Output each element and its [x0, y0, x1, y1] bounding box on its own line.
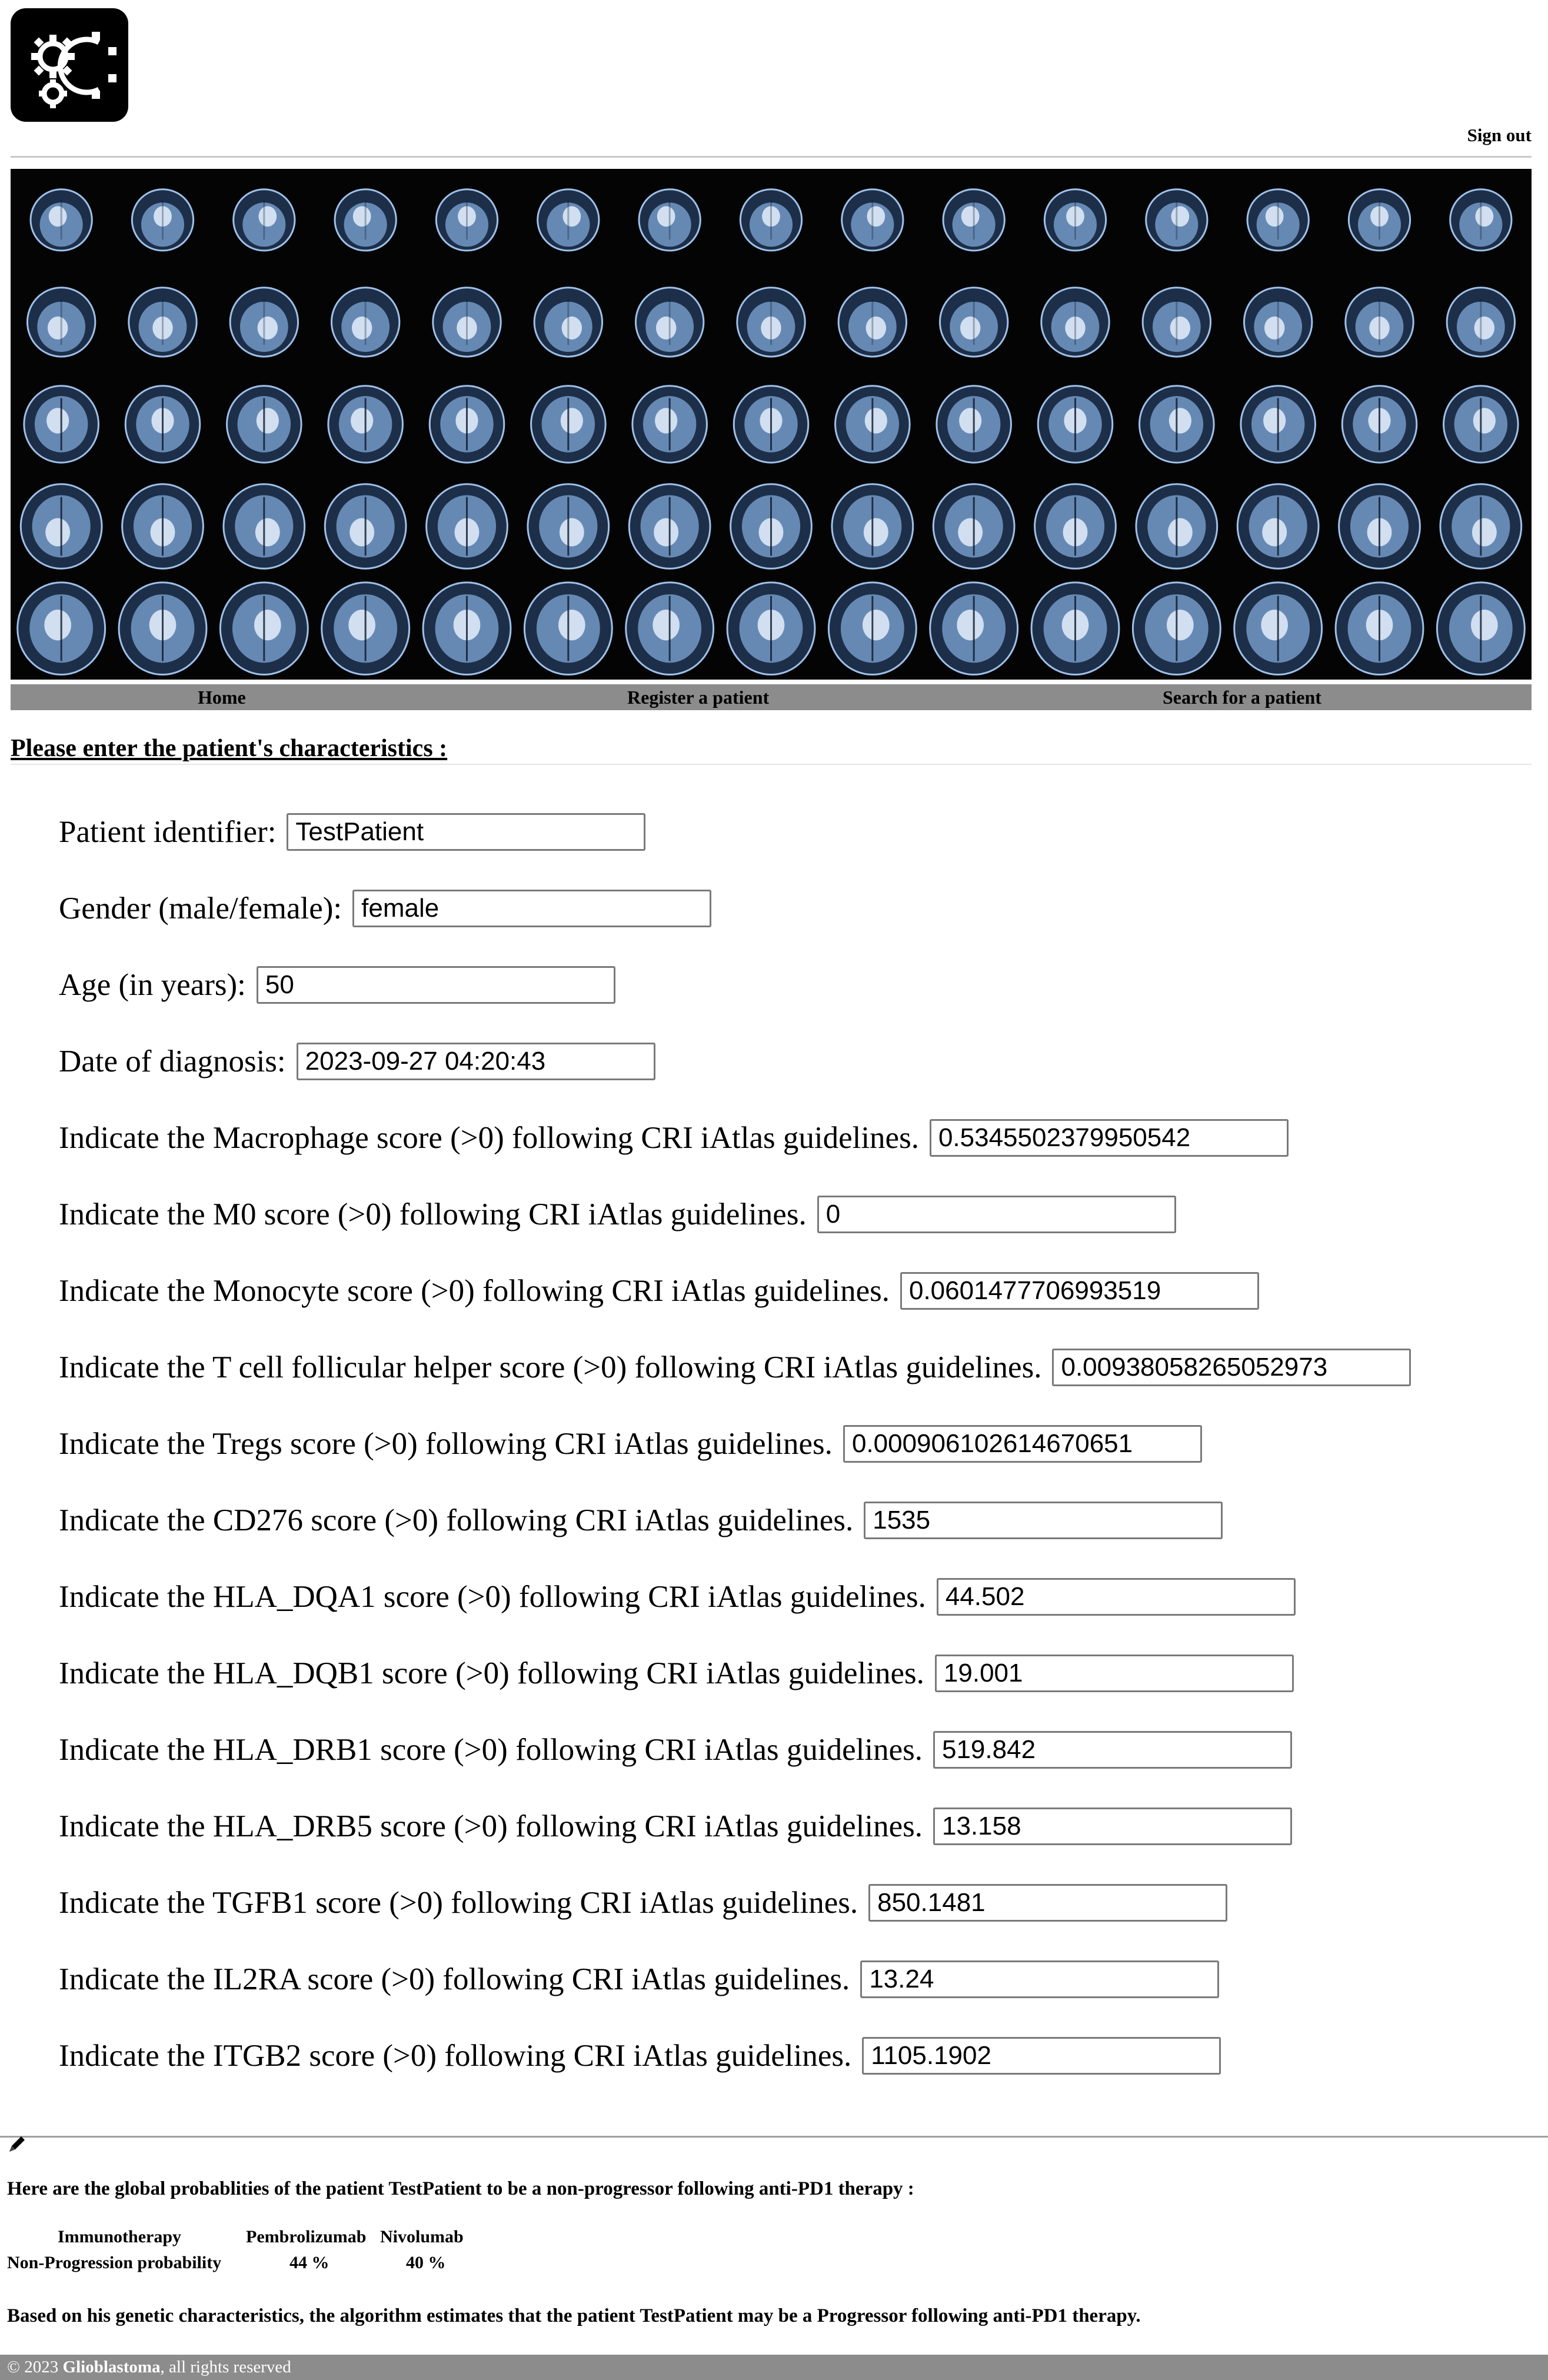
field-label: Indicate the HLA_DRB1 score (>0) following CRI iAtlas guidelines. [59, 1733, 923, 1767]
mri-slice [31, 189, 92, 251]
mri-slice [1241, 386, 1316, 462]
mri-slice [531, 386, 606, 462]
form-row-hla-dqa1 [59, 1576, 1524, 1652]
mri-slice [737, 288, 805, 357]
col-pembrolizumab-header: Pembrolizumab [246, 2227, 367, 2246]
field-label: Patient identifier: [59, 815, 277, 849]
mri-slice [335, 189, 396, 251]
mri-slice [1041, 288, 1109, 357]
mri-slice [1336, 582, 1423, 675]
mri-slice [125, 386, 200, 462]
mri-slice [430, 386, 504, 462]
field-label: Indicate the M0 score (>0) following CRI iAtlas guidelines. [59, 1197, 807, 1231]
form-row-tfh [59, 1346, 1524, 1423]
heading-divider [11, 764, 1532, 765]
mri-slice [436, 189, 497, 251]
mri-slice [937, 386, 1011, 462]
mri-slice [21, 484, 102, 569]
mri-slice [1244, 288, 1311, 357]
mri-slice [727, 582, 815, 675]
mri-slice [234, 189, 295, 251]
form-row-m0 [59, 1193, 1524, 1270]
mri-slice [325, 484, 406, 569]
field-label: Indicate the T cell follicular helper score (>0) following CRI iAtlas guidelines. [59, 1350, 1042, 1384]
row-non-progression-label: Non-Progression probability [7, 2253, 222, 2272]
mri-slice [1146, 189, 1207, 251]
mri-slice [828, 582, 916, 675]
mri-slice [632, 386, 707, 462]
mri-slice [626, 582, 714, 675]
mri-slice [842, 189, 903, 251]
nav-register-patient[interactable]: Register a patient [627, 687, 770, 708]
form-row-monocyte [59, 1270, 1524, 1346]
footer-text [7, 2355, 291, 2380]
cd276-score-input[interactable] [864, 1502, 1223, 1539]
tfh-score-input[interactable] [1052, 1349, 1411, 1386]
mri-slice [27, 288, 95, 357]
mri-slice [119, 582, 207, 675]
mri-slice [635, 288, 703, 357]
mri-slice [1247, 189, 1309, 251]
mri-slice [1044, 189, 1106, 251]
mri-slice [1450, 189, 1512, 251]
field-label: Date of diagnosis: [59, 1044, 286, 1079]
mri-slice [528, 484, 609, 569]
results-divider [0, 2136, 1548, 2138]
hla-drb1-score-input[interactable] [933, 1731, 1292, 1769]
mri-slice [835, 386, 910, 462]
mri-slice [433, 288, 501, 357]
gender-input[interactable] [352, 890, 711, 927]
form-heading: Please enter the patient's characteristics : [11, 735, 448, 762]
main-nav [11, 684, 1532, 710]
field-label: Indicate the TGFB1 score (>0) following CRI iAtlas guidelines. [59, 1886, 858, 1920]
mri-slice [1143, 288, 1210, 357]
mri-slice [832, 484, 913, 569]
field-label: Indicate the Macrophage score (>0) following CRI iAtlas guidelines. [59, 1121, 919, 1155]
form-row-cd276 [59, 1499, 1524, 1576]
pencil-icon[interactable] [7, 2133, 28, 2154]
mri-slice [740, 189, 801, 251]
mri-slice [1346, 288, 1413, 357]
mri-slice [328, 386, 403, 462]
mri-slice [933, 484, 1014, 569]
field-label: Indicate the HLA_DRB5 score (>0) following CRI iAtlas guidelines. [59, 1809, 923, 1843]
field-label: Indicate the CD276 score (>0) following CRI iAtlas guidelines. [59, 1503, 854, 1537]
hla-dqb1-score-input[interactable] [935, 1655, 1294, 1692]
footer [0, 2355, 1548, 2380]
form-row-diagnosis-date [59, 1040, 1524, 1117]
mri-slice [122, 484, 204, 569]
patient-identifier-input[interactable] [287, 813, 645, 851]
mri-slice [129, 288, 197, 357]
probability-intro: Here are the global probablities of the patient TestPatient to be a non-progressor following anti-PD1 therapy : [7, 2178, 914, 2199]
footer-copyright: © 2023 [7, 2358, 63, 2376]
mri-slice [629, 484, 710, 569]
hla-drb5-score-input[interactable] [933, 1808, 1292, 1845]
mri-slice [227, 386, 302, 462]
mri-slice [230, 288, 298, 357]
mri-slice [220, 582, 308, 675]
hla-dqa1-score-input[interactable] [937, 1578, 1296, 1616]
mri-slice [1140, 386, 1214, 462]
form-row-tregs [59, 1423, 1524, 1499]
mri-slice [1237, 484, 1319, 569]
form-row-hla-drb1 [59, 1729, 1524, 1805]
mri-slice [943, 189, 1004, 251]
mri-slice [1234, 582, 1322, 675]
footer-rights: , all rights reserved [160, 2358, 291, 2376]
field-label: Indicate the ITGB2 score (>0) following CRI iAtlas guidelines. [59, 2039, 852, 2073]
mri-slice [1440, 484, 1522, 569]
mri-slice [1031, 582, 1119, 675]
header-divider [11, 156, 1532, 158]
field-label: Indicate the Tregs score (>0) following CRI iAtlas guidelines. [59, 1427, 833, 1461]
diagnosis-date-input[interactable] [297, 1043, 655, 1080]
mri-slice [427, 484, 508, 569]
mri-slice [930, 582, 1018, 675]
field-label: Indicate the HLA_DQB1 score (>0) following CRI iAtlas guidelines. [59, 1656, 924, 1690]
mri-slice [1444, 386, 1519, 462]
field-label: Indicate the Monocyte score (>0) following CRI iAtlas guidelines. [59, 1274, 890, 1308]
form-row-hla-drb5 [59, 1805, 1524, 1882]
prediction-verdict: Based on his genetic characteristics, the algorithm estimates that the patient TestPatient may be a Progressor following anti-PD1 therapy. [7, 2305, 1141, 2326]
patient-form [59, 811, 1524, 2111]
brain-mri-banner [11, 169, 1532, 680]
mri-slice [1342, 386, 1417, 462]
mri-slice [1133, 582, 1220, 675]
mri-slice [538, 189, 599, 251]
field-label: Indicate the HLA_DQA1 score (>0) following CRI iAtlas guidelines. [59, 1580, 926, 1614]
form-row-patient-identifier [59, 811, 1524, 887]
pembrolizumab-probability: 44 % [289, 2253, 329, 2272]
mri-slice [1349, 189, 1410, 251]
mri-slice [734, 386, 808, 462]
form-row-tgfb1 [59, 1882, 1524, 1958]
mri-slice [731, 484, 812, 569]
sign-out-link[interactable]: Sign out [1467, 125, 1532, 145]
form-row-itgb2 [59, 2035, 1524, 2111]
age-input[interactable] [257, 966, 615, 1004]
mri-slice [132, 189, 193, 251]
itgb2-score-input[interactable] [862, 2037, 1221, 2075]
mri-slice [524, 582, 612, 675]
mri-slice [1447, 288, 1514, 357]
form-row-macrophage [59, 1117, 1524, 1193]
nav-home[interactable]: Home [198, 687, 246, 708]
mri-slice [1437, 582, 1524, 675]
col-nivolumab-header: Nivolumab [380, 2227, 464, 2246]
mri-slice [838, 288, 906, 357]
mri-slice [940, 288, 1007, 357]
nav-search-patient[interactable]: Search for a patient [1163, 687, 1321, 708]
tgfb1-score-input[interactable] [868, 1884, 1227, 1922]
macrophage-score-input[interactable] [930, 1119, 1289, 1157]
m0-score-input[interactable] [817, 1196, 1176, 1233]
mri-slice [534, 288, 602, 357]
mri-slice [1339, 484, 1420, 569]
mri-slice [224, 484, 305, 569]
col-immunotherapy-header: Immunotherapy [58, 2227, 182, 2246]
gears-logo-icon[interactable] [11, 8, 128, 122]
mri-slice [1035, 484, 1116, 569]
mri-slice [18, 582, 105, 675]
monocyte-score-input[interactable] [900, 1272, 1259, 1310]
form-row-il2ra [59, 1958, 1524, 2035]
mri-slice [331, 288, 399, 357]
mri-slice [639, 189, 700, 251]
form-row-gender [59, 887, 1524, 964]
field-label: Age (in years): [59, 968, 246, 1002]
field-label: Indicate the IL2RA score (>0) following CRI iAtlas guidelines. [59, 1962, 850, 1996]
footer-brand: Glioblastoma [62, 2358, 161, 2376]
form-row-age [59, 964, 1524, 1040]
il2ra-score-input[interactable] [860, 1960, 1219, 1998]
mri-slice [1136, 484, 1217, 569]
form-row-hla-dqb1 [59, 1652, 1524, 1729]
mri-slice [322, 582, 410, 675]
mri-slice [423, 582, 511, 675]
nivolumab-probability: 40 % [406, 2253, 446, 2272]
tregs-score-input[interactable] [843, 1425, 1202, 1463]
mri-slice [1038, 386, 1113, 462]
mri-slice [24, 386, 99, 462]
field-label: Gender (male/female): [59, 891, 342, 926]
